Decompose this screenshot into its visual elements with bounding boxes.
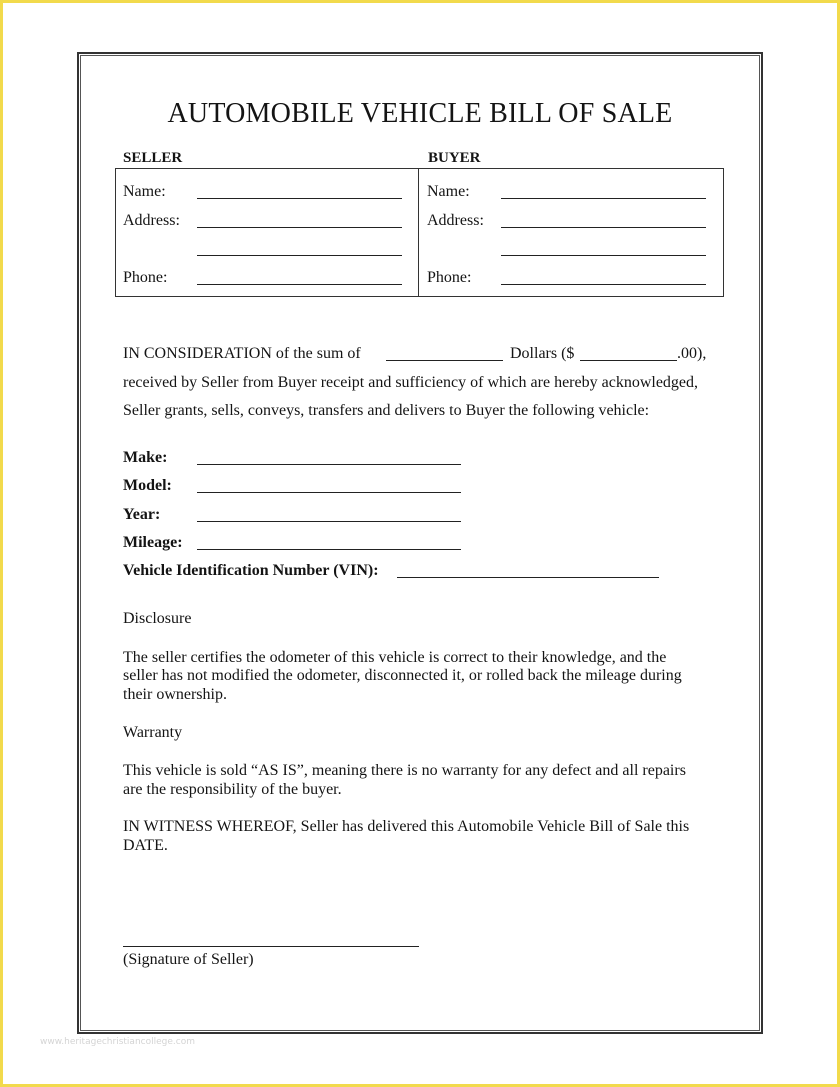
model-field[interactable] [197, 492, 461, 493]
disclosure-line-3: their ownership. [123, 686, 227, 703]
make-label: Make: [123, 449, 168, 466]
watermark: www.heritagechristiancollege.com [40, 1037, 195, 1047]
seller-address-field-2[interactable] [197, 255, 402, 256]
signature-label: (Signature of Seller) [123, 951, 254, 968]
seller-name-field[interactable] [197, 198, 402, 199]
mileage-field[interactable] [197, 549, 461, 550]
witness-line-1: IN WITNESS WHEREOF, Seller has delivered this Automobile Vehicle Bill of Sale this [123, 818, 690, 835]
party-box [115, 168, 724, 297]
seller-phone-field[interactable] [197, 284, 402, 285]
buyer-name-field[interactable] [501, 198, 706, 199]
buyer-phone-label: Phone: [427, 269, 472, 286]
make-field[interactable] [197, 464, 461, 465]
buyer-name-label: Name: [427, 183, 470, 200]
vin-field[interactable] [397, 577, 659, 578]
vin-label: Vehicle Identification Number (VIN): [123, 562, 379, 579]
sum-words-field[interactable] [386, 360, 503, 361]
buyer-address-label: Address: [427, 212, 484, 229]
warranty-heading: Warranty [123, 724, 183, 741]
buyer-phone-field[interactable] [501, 284, 706, 285]
disclosure-line-2: seller has not modified the odometer, disconnected it, or rolled back the mileage during [123, 667, 682, 684]
consideration-line-2: received by Seller from Buyer receipt and sufficiency of which are hereby acknowledged, [123, 374, 699, 391]
year-field[interactable] [197, 521, 461, 522]
consideration-line-3: Seller grants, sells, conveys, transfers and delivers to Buyer the following vehicle: [123, 402, 650, 419]
seller-phone-label: Phone: [123, 269, 168, 286]
disclosure-line-1: The seller certifies the odometer of this vehicle is correct to their knowledge, and the [123, 649, 667, 666]
consideration-suffix: .00), [677, 345, 707, 362]
document-title: AUTOMOBILE VEHICLE BILL OF SALE [167, 98, 673, 129]
disclosure-heading: Disclosure [123, 610, 192, 627]
buyer-address-field-2[interactable] [501, 255, 706, 256]
seller-address-field-1[interactable] [197, 227, 402, 228]
year-label: Year: [123, 506, 161, 523]
model-label: Model: [123, 477, 172, 494]
witness-line-2: DATE. [123, 837, 168, 854]
warranty-line-1: This vehicle is sold “AS IS”, meaning there is no warranty for any defect and all repairs [123, 762, 686, 779]
warranty-line-2: are the responsibility of the buyer. [123, 781, 342, 798]
consideration-prefix: IN CONSIDERATION of the sum of [123, 345, 361, 362]
consideration-dollars: Dollars ($ [510, 345, 575, 362]
seller-signature-field[interactable] [123, 946, 419, 947]
buyer-heading: BUYER [428, 150, 481, 166]
sum-amount-field[interactable] [580, 360, 677, 361]
party-divider [418, 168, 419, 297]
mileage-label: Mileage: [123, 534, 183, 551]
seller-name-label: Name: [123, 183, 166, 200]
buyer-address-field-1[interactable] [501, 227, 706, 228]
seller-heading: SELLER [123, 150, 183, 166]
seller-address-label: Address: [123, 212, 180, 229]
